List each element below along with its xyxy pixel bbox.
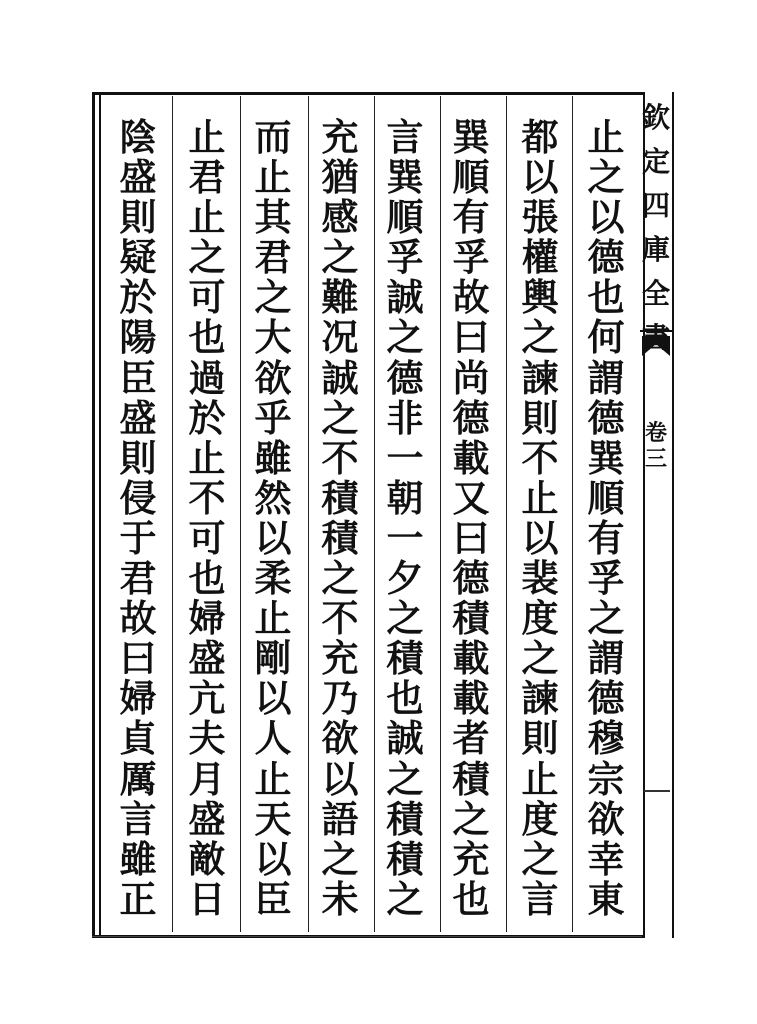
text-char: 言 (521, 876, 559, 921)
text-char: 諫 (521, 355, 559, 400)
text-char: 以 (321, 756, 359, 801)
text-char: 誠 (386, 716, 424, 761)
text-char: 之 (587, 155, 625, 200)
text-char: 則 (119, 195, 157, 240)
text-char: 順 (386, 195, 424, 240)
text-char: 度 (521, 796, 559, 841)
text-char: 積 (386, 636, 424, 681)
text-char: 正 (119, 876, 157, 921)
text-char: 誠 (386, 275, 424, 320)
text-char: 德 (452, 395, 490, 440)
text-char: 婦 (119, 676, 157, 721)
text-char: 止 (254, 596, 292, 641)
text-char: 曰 (119, 636, 157, 681)
text-char: 之 (188, 235, 226, 280)
text-char: 誠 (321, 355, 359, 400)
page-label: 卷三 (644, 420, 667, 472)
text-char: 以 (254, 515, 292, 560)
text-char: 侵 (119, 475, 157, 520)
text-char: 止 (254, 756, 292, 801)
text-char: 之 (587, 596, 625, 641)
text-char: 有 (587, 515, 625, 560)
text-char: 君 (119, 556, 157, 601)
text-char: 輿 (521, 275, 559, 320)
text-char: 之 (321, 395, 359, 440)
text-char: 可 (188, 275, 226, 320)
text-char: 乎 (254, 395, 292, 440)
text-char: 積 (386, 796, 424, 841)
text-char: 其 (254, 195, 292, 240)
text-char: 何 (587, 315, 625, 360)
margin-title (640, 96, 672, 360)
text-char: 亢 (188, 676, 226, 721)
text-char: 敵 (188, 836, 226, 881)
text-char: 君 (254, 235, 292, 280)
text-char: 止 (254, 155, 292, 200)
text-char: 乃 (321, 676, 359, 721)
text-char: 盛 (188, 796, 226, 841)
text-char: 一 (386, 435, 424, 480)
margin-title-char: 四 (641, 189, 670, 222)
text-char: 夫 (188, 716, 226, 761)
text-char: 宗 (587, 756, 625, 801)
text-char: 非 (386, 395, 424, 440)
text-char: 君 (188, 155, 226, 200)
text-char: 之 (386, 596, 424, 641)
text-char: 於 (188, 395, 226, 440)
inner-left-rule (99, 92, 101, 935)
text-char: 臣 (119, 355, 157, 400)
margin-title-char: 欽 (641, 101, 670, 134)
text-char: 貞 (119, 716, 157, 761)
text-char: 德 (587, 676, 625, 721)
text-char: 積 (452, 596, 490, 641)
text-char: 之 (254, 275, 292, 320)
text-char: 剛 (254, 636, 292, 681)
text-char: 以 (587, 195, 625, 240)
text-char: 欲 (254, 355, 292, 400)
text-char: 裴 (521, 556, 559, 601)
text-char: 夕 (386, 556, 424, 601)
text-char: 諫 (521, 676, 559, 721)
text-char: 度 (521, 596, 559, 641)
text-char: 一 (386, 515, 424, 560)
text-column (373, 115, 437, 921)
text-char: 之 (321, 836, 359, 881)
text-char: 張 (521, 195, 559, 240)
text-char: 順 (452, 155, 490, 200)
margin-title-char: 庫 (641, 233, 670, 266)
text-char: 語 (321, 796, 359, 841)
text-char: 以 (521, 155, 559, 200)
text-char: 言 (386, 115, 424, 159)
text-char: 則 (521, 716, 559, 761)
text-char: 巽 (587, 435, 625, 480)
text-char: 天 (254, 796, 292, 841)
text-char: 也 (587, 275, 625, 320)
margin-rule (672, 92, 674, 938)
text-char: 厲 (119, 756, 157, 801)
text-column (106, 115, 170, 921)
text-char: 以 (521, 515, 559, 560)
text-char: 之 (321, 556, 359, 601)
text-column (439, 115, 503, 921)
text-char: 巽 (452, 115, 490, 159)
column-rule (572, 96, 573, 932)
text-char: 故 (119, 596, 157, 641)
text-char: 權 (521, 235, 559, 280)
text-column (574, 115, 638, 921)
fishtail-mark-icon (640, 330, 672, 358)
text-char: 日 (188, 876, 226, 921)
text-char: 積 (452, 756, 490, 801)
text-char: 也 (188, 315, 226, 360)
text-char: 柔 (254, 556, 292, 601)
text-char: 止 (188, 435, 226, 480)
text-char: 曰 (452, 315, 490, 360)
text-char: 陽 (119, 315, 157, 360)
text-char: 德 (452, 556, 490, 601)
text-char: 盛 (188, 636, 226, 681)
text-char: 于 (119, 515, 157, 560)
text-char: 難 (321, 275, 359, 320)
text-char: 未 (321, 876, 359, 921)
text-char: 德 (587, 235, 625, 280)
text-char: 猶 (321, 155, 359, 200)
text-char: 孚 (452, 235, 490, 280)
text-column (308, 115, 372, 921)
column-rule (506, 96, 507, 932)
text-char: 臣 (254, 876, 292, 921)
text-char: 疑 (119, 235, 157, 280)
text-char: 於 (119, 275, 157, 320)
text-char: 然 (254, 475, 292, 520)
text-char: 雖 (119, 836, 157, 881)
text-char: 順 (587, 475, 625, 520)
text-char: 之 (521, 636, 559, 681)
text-char: 也 (452, 876, 490, 921)
text-char: 盛 (119, 155, 157, 200)
text-char: 人 (254, 716, 292, 761)
text-char: 過 (188, 355, 226, 400)
text-char: 尚 (452, 355, 490, 400)
text-char: 則 (521, 395, 559, 440)
text-char: 都 (521, 115, 559, 159)
text-char: 之 (386, 315, 424, 360)
text-char: 載 (452, 435, 490, 480)
text-char: 也 (386, 676, 424, 721)
text-char: 言 (119, 796, 157, 841)
text-char: 德 (587, 395, 625, 440)
text-char: 謂 (587, 636, 625, 681)
text-char: 况 (321, 315, 359, 360)
text-char: 不 (188, 475, 226, 520)
text-char: 婦 (188, 596, 226, 641)
text-char: 東 (587, 876, 625, 921)
text-char: 積 (386, 836, 424, 881)
text-char: 巽 (386, 155, 424, 200)
text-char: 充 (452, 836, 490, 881)
text-char: 止 (521, 756, 559, 801)
text-char: 月 (188, 756, 226, 801)
text-char: 之 (452, 796, 490, 841)
text-char: 不 (521, 435, 559, 480)
text-char: 孚 (587, 556, 625, 601)
text-char: 感 (321, 195, 359, 240)
text-char: 陰 (119, 115, 157, 159)
text-char: 欲 (587, 796, 625, 841)
text-char: 也 (188, 556, 226, 601)
text-char: 之 (521, 836, 559, 881)
bottom-rule (92, 936, 642, 937)
text-char: 盛 (119, 395, 157, 440)
text-column (241, 115, 305, 921)
text-char: 孚 (386, 235, 424, 280)
text-char: 止 (587, 115, 625, 159)
text-char: 者 (452, 716, 490, 761)
text-char: 有 (452, 195, 490, 240)
text-char: 止 (188, 115, 226, 159)
text-char: 欲 (321, 716, 359, 761)
text-char: 以 (254, 676, 292, 721)
text-char: 載 (452, 636, 490, 681)
text-char: 之 (521, 315, 559, 360)
text-char: 之 (321, 235, 359, 280)
text-char: 曰 (452, 515, 490, 560)
text-char: 德 (386, 355, 424, 400)
text-char: 載 (452, 676, 490, 721)
text-char: 止 (188, 195, 226, 240)
text-char: 不 (321, 596, 359, 641)
margin-title-char: 定 (641, 145, 670, 178)
text-char: 則 (119, 435, 157, 480)
text-column (175, 115, 239, 921)
column-rule (172, 96, 173, 932)
text-char: 穆 (587, 716, 625, 761)
text-char: 之 (386, 756, 424, 801)
text-char: 積 (321, 515, 359, 560)
margin-title-char: 全 (641, 277, 670, 310)
margin-lower-rule (644, 790, 670, 792)
text-char: 幸 (587, 836, 625, 881)
text-char: 朝 (386, 475, 424, 520)
text-char: 以 (254, 836, 292, 881)
text-char: 充 (321, 115, 359, 159)
text-char: 積 (321, 475, 359, 520)
text-char: 又 (452, 475, 490, 520)
text-char: 可 (188, 515, 226, 560)
text-column (508, 115, 572, 921)
text-char: 之 (386, 876, 424, 921)
text-char: 謂 (587, 355, 625, 400)
text-char: 大 (254, 315, 292, 360)
text-char: 充 (321, 636, 359, 681)
text-char: 故 (452, 275, 490, 320)
text-char: 雖 (254, 435, 292, 480)
text-char: 而 (254, 115, 292, 159)
text-char: 不 (321, 435, 359, 480)
text-char: 止 (521, 475, 559, 520)
